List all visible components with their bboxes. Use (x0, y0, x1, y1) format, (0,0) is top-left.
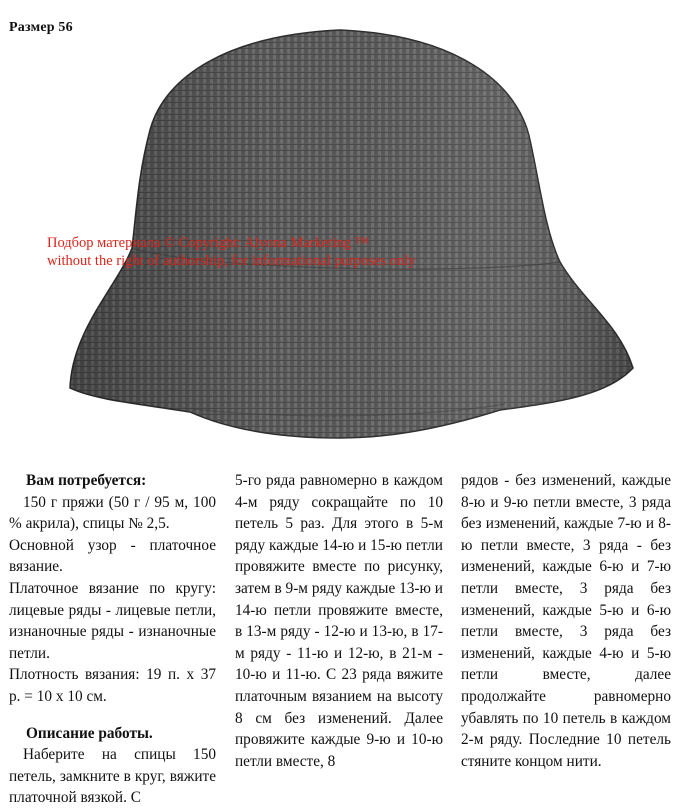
description-text-part-1: Наберите на спицы 150 петель, замкните в круг, вяжите платочной вязкой. С (9, 746, 216, 807)
watermark-line-2: without the right of authorship, for informational purposes only (47, 253, 416, 269)
size-title: Размер 56 (9, 20, 73, 35)
main-pattern: Основной узор - платочное вязание. (9, 536, 216, 576)
copyright-watermark (47, 234, 667, 270)
text-column-3 (461, 470, 671, 772)
gauge: Плотность вязания: 19 п. x 37 р. = 10 x 10 см. (9, 666, 216, 705)
description-text-part-2: 5-го ряда равномерно в каждом 4-м ряду сокращайте по 10 петель 5 раз. Для этого в 5-м ряду каждые 14-ю и 15-ю петли провяжите вместе по рисунку, затем в 9-м ряду каждые 13-ю и 14-ю петли провяжите вместе, в 13-м ряду - 12-ю и 13-ю, в 17-м ряду - 11-ю и 12-ю, в 21-м - 10-ю и 11-ю. С 23 ряда вяжите платочным вязанием на высоту 8 см без изменений. Далее провяжите каждые 9-ю и 10-ю петли вместе, 8 (235, 472, 443, 770)
yarn-requirement: 150 г пряжи (50 г / 95 м, 100 % акрила), спицы № 2,5. (9, 493, 216, 533)
watermark-line-1: Подбор материала © Copyright: Alyona Marketing ™ (47, 235, 369, 251)
materials-heading: Вам потребуется: (26, 472, 147, 489)
description-heading: Описание работы. (26, 724, 153, 742)
text-column-2 (235, 470, 443, 772)
text-column-1 (9, 470, 216, 809)
garter-round-instructions: Платочное вязание по кругу: лицевые ряды - лицевые петли, изнаночные ряды - изнаночные петли. (9, 579, 216, 662)
description-text-part-3: рядов - без изменений, каждые 8-ю и 9-ю петли вместе, 3 ряда без изменений, каждые 7-ю и 8-ю петли вместе, 3 ряда - без изменений, каждые 6-ю и 7-ю петли вместе, 3 ряда без изменений, каждые 5-ю и 6-ю петли вместе, 3 ряда без изменений, каждые 4-ю и 5-ю петли вместе, далее продолжайте равномерно убавлять по 10 петель в каждом 2-м ряду. Последние 10 петель стяните концом нити. (461, 472, 671, 770)
